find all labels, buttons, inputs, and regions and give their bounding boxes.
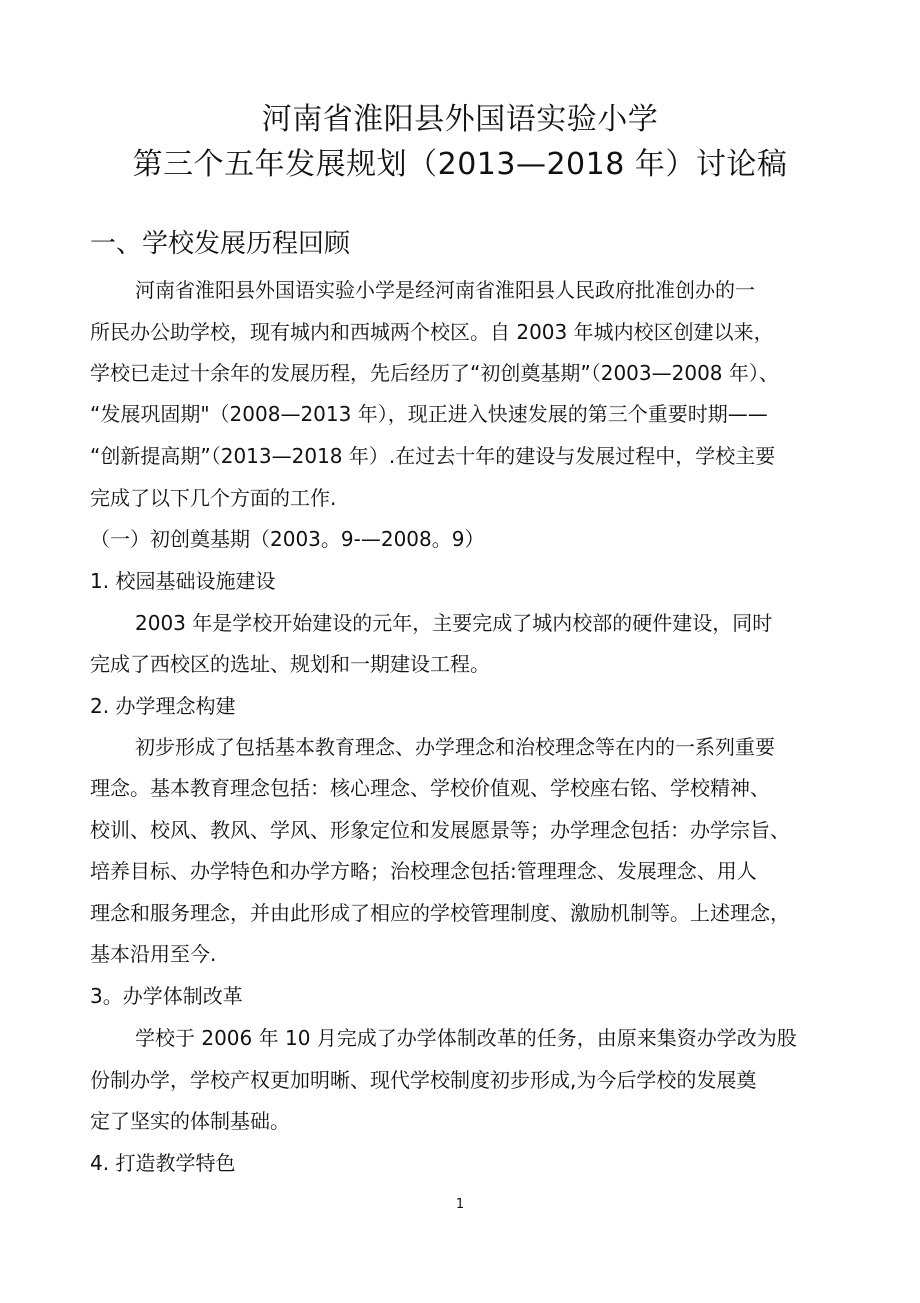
philosophy-line-2: 理念。基本教育理念包括：核心理念、学校价值观、学校座右铭、学校精神、 xyxy=(90,776,770,800)
document-title-line-1: 河南省淮阳县外国语实验小学 xyxy=(261,102,659,137)
philosophy-line-1: 初步形成了包括基本教育理念、办学理念和治校理念等在内的一系列重要 xyxy=(135,735,775,759)
section-heading-history-review: 一、学校发展历程回顾 xyxy=(90,229,351,259)
system-reform-line-1: 学校于 2006 年 10 月完成了办学体制改革的任务，由原来集资办学改为股 xyxy=(135,1026,797,1050)
infrastructure-line-1: 2003 年是学校开始建设的元年，主要完成了城内校部的硬件建设，同时 xyxy=(135,611,773,635)
item-heading-infrastructure: 1. 校园基础设施建设 xyxy=(90,569,276,593)
intro-line-4: “发展巩固期"（2008—2013 年），现正进入快速发展的第三个重要时期—— xyxy=(90,402,768,426)
intro-line-2: 所民办公助学校，现有城内和西城两个校区。自 2003 年城内校区创建以来， xyxy=(90,320,774,344)
philosophy-line-4: 培养目标、办学特色和办学方略；治校理念包括:管理理念、发展理念、用人 xyxy=(90,859,757,883)
intro-line-6: 完成了以下几个方面的工作. xyxy=(90,486,337,510)
philosophy-line-6: 基本沿用至今. xyxy=(90,942,217,966)
phase-heading-founding: （一）初创奠基期（2003。9-—2008。9） xyxy=(90,527,485,551)
system-reform-line-2: 份制办学，学校产权更加明晰、现代学校制度初步形成,为今后学校的发展奠 xyxy=(90,1068,757,1092)
philosophy-line-5: 理念和服务理念，并由此形成了相应的学校管理制度、激励机制等。上述理念， xyxy=(90,901,790,925)
intro-line-3: 学校已走过十余年的发展历程，先后经历了“初创奠基期”（2003—2008 年）、 xyxy=(90,361,779,385)
document-title-line-2: 第三个五年发展规划（2013—2018 年）讨论稿 xyxy=(132,147,788,182)
item-heading-system-reform: 3。办学体制改革 xyxy=(90,984,243,1008)
item-heading-teaching-features: 4. 打造教学特色 xyxy=(90,1151,236,1175)
page-number: 1 xyxy=(455,1197,465,1212)
system-reform-line-3: 定了坚实的体制基础。 xyxy=(90,1109,290,1133)
item-heading-philosophy: 2. 办学理念构建 xyxy=(90,694,236,718)
intro-line-5: “创新提高期”（2013—2018 年）.在过去十年的建设与发展过程中，学校主要 xyxy=(90,444,776,468)
philosophy-line-3: 校训、校风、教风、学风、形象定位和发展愿景等；办学理念包括：办学宗旨、 xyxy=(90,818,790,842)
infrastructure-line-2: 完成了西校区的选址、规划和一期建设工程。 xyxy=(90,652,490,676)
intro-line-1: 河南省淮阳县外国语实验小学是经河南省淮阳县人民政府批准创办的一 xyxy=(135,278,755,302)
